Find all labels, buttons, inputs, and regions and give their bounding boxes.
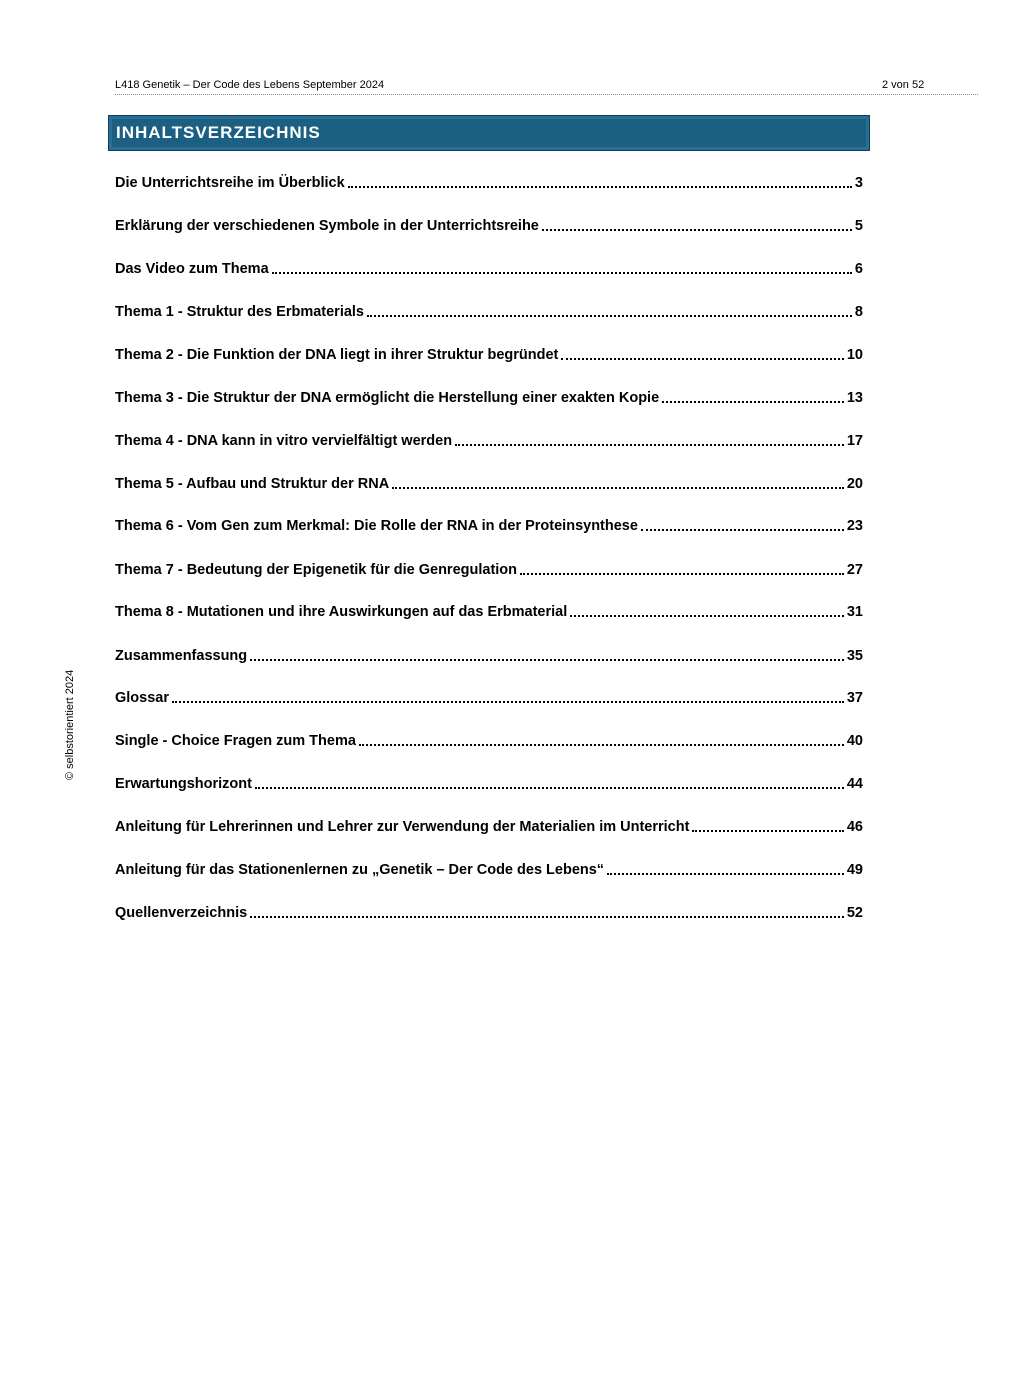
toc-entry-page: 6 (854, 261, 863, 277)
copyright-notice: © selbstorientiert 2024 (64, 669, 76, 780)
toc-entry-page: 20 (846, 476, 863, 492)
toc-entry-title: Thema 1 - Struktur des Erbmaterials (115, 304, 364, 320)
dot-leader (455, 444, 844, 446)
toc-entry-page: 5 (854, 218, 863, 234)
dot-leader (359, 744, 844, 746)
toc-entry-title: Anleitung für Lehrerinnen und Lehrer zur Verwendung der Materialien im Unterricht (115, 819, 690, 835)
toc-entry[interactable] (115, 426, 863, 450)
toc-entry-title: Single - Choice Fragen zum Thema (115, 733, 356, 749)
toc-entry-page: 8 (854, 304, 863, 320)
toc-entry-title: Das Video zum Thema (115, 261, 269, 277)
toc-entry-page: 44 (846, 776, 863, 792)
toc-entry[interactable] (115, 254, 863, 278)
toc-entry-title: Glossar (115, 690, 169, 706)
dot-leader (520, 573, 844, 575)
dot-leader (607, 873, 844, 875)
toc-entry-title: Thema 5 - Aufbau und Struktur der RNA (115, 476, 390, 492)
toc-entry-page: 13 (846, 390, 863, 406)
toc-entry[interactable] (115, 469, 863, 493)
dot-leader (692, 830, 843, 832)
toc-entry-title: Thema 4 - DNA kann in vitro vervielfältigt werden (115, 433, 453, 449)
toc-entry-page: 40 (846, 733, 863, 749)
dot-leader (662, 401, 844, 403)
toc-entry-page: 27 (846, 562, 863, 578)
toc-entry-title: Thema 7 - Bedeutung der Epigenetik für die Genregulation (115, 562, 518, 578)
toc-entry-page: 52 (846, 905, 863, 921)
toc-entry-title: Thema 2 - Die Funktion der DNA liegt in ihrer Struktur begründet (115, 347, 559, 363)
dot-leader (542, 229, 852, 231)
toc-entry-page: 23 (846, 518, 863, 534)
toc-entry[interactable] (115, 511, 863, 535)
toc-entry[interactable] (115, 683, 863, 707)
toc-entry-title: Thema 3 - Die Struktur der DNA ermöglicht die Herstellung einer exakten Kopie (115, 390, 660, 406)
toc-entry-page: 31 (846, 604, 863, 620)
toc-entry-title: Erwartungshorizont (115, 776, 252, 792)
dot-leader (272, 272, 852, 274)
dot-leader (172, 701, 844, 703)
toc-entry-page: 37 (846, 690, 863, 706)
toc-entry[interactable] (115, 211, 863, 235)
toc-entry[interactable] (115, 340, 863, 364)
toc-entry-title: Anleitung für das Stationenlernen zu „Genetik – Der Code des Lebens“ (115, 862, 605, 878)
dot-leader (255, 787, 844, 789)
dot-leader (348, 186, 852, 188)
document-title: L418 Genetik – Der Code des Lebens September 2024 (115, 79, 385, 91)
dot-leader (250, 916, 844, 918)
toc-entry-title: Zusammenfassung (115, 648, 248, 664)
toc-entry[interactable] (115, 383, 863, 407)
dot-leader (570, 615, 844, 617)
dot-leader (367, 315, 852, 317)
toc-entry-title: Thema 6 - Vom Gen zum Merkmal: Die Rolle der RNA in der Proteinsynthese (115, 518, 638, 534)
toc-entry[interactable] (115, 726, 863, 750)
toc-heading: INHALTSVERZEICHNIS (116, 123, 321, 142)
dot-leader (641, 529, 844, 531)
dot-leader (250, 659, 844, 661)
toc-entry-page: 17 (846, 433, 863, 449)
toc-entry-page: 3 (854, 175, 863, 191)
dot-leader (561, 358, 843, 360)
toc-entry[interactable] (115, 641, 863, 665)
toc-entry[interactable] (115, 898, 863, 922)
toc-entry-title: Quellenverzeichnis (115, 905, 248, 921)
toc-entry-title: Thema 8 - Mutationen und ihre Auswirkungen auf das Erbmaterial (115, 604, 568, 620)
toc-entry[interactable] (115, 597, 863, 621)
toc-heading-banner (108, 115, 870, 151)
toc-entry-page: 10 (846, 347, 863, 363)
toc-entry[interactable] (115, 769, 863, 793)
toc-entry-page: 35 (846, 648, 863, 664)
toc-entry[interactable] (115, 812, 863, 836)
toc-entry[interactable] (115, 297, 863, 321)
page-header (115, 77, 978, 95)
toc-entry[interactable] (115, 855, 863, 879)
toc-entry-title: Die Unterrichtsreihe im Überblick (115, 175, 345, 191)
toc-entry-page: 46 (846, 819, 863, 835)
page-number: 2 von 52 (882, 79, 925, 91)
toc-entry[interactable] (115, 555, 863, 579)
dot-leader (392, 487, 844, 489)
toc-entry-page: 49 (846, 862, 863, 878)
toc-entry[interactable] (115, 168, 863, 192)
toc-entry-title: Erklärung der verschiedenen Symbole in der Unterrichtsreihe (115, 218, 539, 234)
